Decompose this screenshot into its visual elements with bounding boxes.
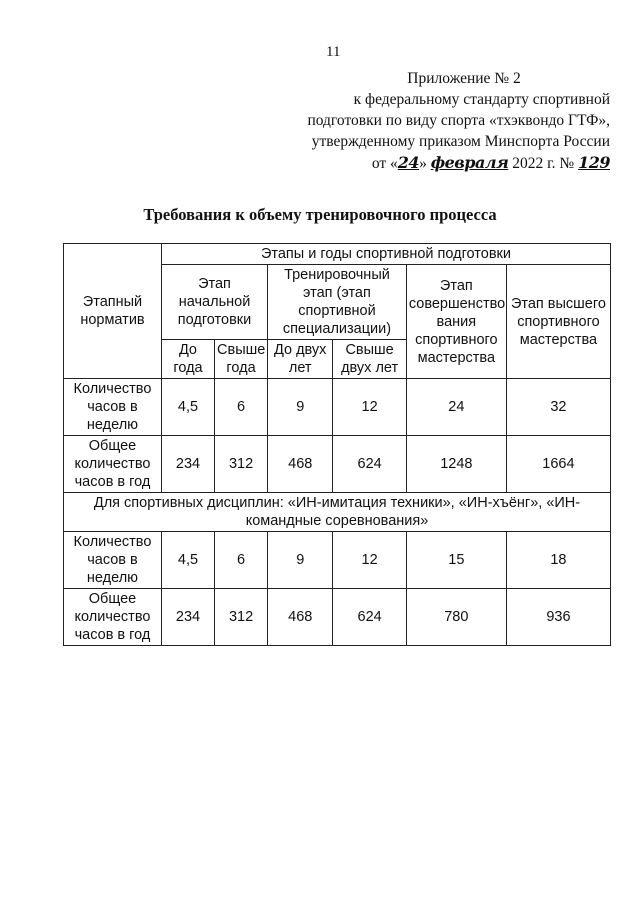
table-cell: 12 [333, 532, 406, 589]
table-cell: 936 [506, 589, 610, 646]
training-volume-table [63, 243, 611, 646]
table-cell: 1248 [406, 436, 506, 493]
stages-header-cell: Этапы и годы спортивной подготовки [161, 244, 610, 265]
table-cell: 4,5 [161, 532, 214, 589]
table-cell: 468 [268, 589, 333, 646]
stage-training-header: Тренировочный этап (этап спортивной специализации) [268, 265, 407, 340]
date-year: 2022 г. № [512, 155, 575, 172]
table-cell: 312 [215, 436, 268, 493]
table-row [64, 532, 611, 589]
table-cell: 24 [406, 379, 506, 436]
table-cell: 18 [506, 532, 610, 589]
appendix-title: Приложение № 2 [407, 70, 521, 87]
appendix-line-3: утвержденному приказом Минспорта России [311, 133, 610, 150]
stage-improvement-header: Этап совершенство вания спортивного мастерства [406, 265, 506, 379]
table-cell: 9 [268, 379, 333, 436]
date-month-handwritten: февраля [430, 153, 509, 172]
row-label: Количество часов в неделю [64, 532, 162, 589]
table-cell: 15 [406, 532, 506, 589]
row-header-cell: Этапный норматив [64, 244, 162, 379]
sub-header-up-to-two-years: До двух лет [268, 340, 333, 379]
table-row [64, 379, 611, 436]
table-cell: 6 [215, 532, 268, 589]
table-row [64, 589, 611, 646]
table-cell: 312 [215, 589, 268, 646]
date-mid: » [419, 155, 427, 172]
table-cell: 624 [333, 436, 406, 493]
document-title: Требования к объему тренировочного процесса [143, 205, 497, 224]
table-cell: 468 [268, 436, 333, 493]
sub-header-over-year: Свыше года [215, 340, 268, 379]
table-cell: 6 [215, 379, 268, 436]
table-cell: 234 [161, 436, 214, 493]
date-prefix: от « [371, 155, 398, 172]
table-cell: 4,5 [161, 379, 214, 436]
stage-initial-header: Этап начальной подготовки [161, 265, 267, 340]
stage-highest-header: Этап высшего спортивного мастерства [506, 265, 610, 379]
page-number: 11 [326, 44, 341, 60]
sub-header-up-to-year: До года [161, 340, 214, 379]
sub-header-over-two-years: Свыше двух лет [333, 340, 406, 379]
table-cell: 32 [506, 379, 610, 436]
row-label: Общее количество часов в год [64, 436, 162, 493]
table-cell: 234 [161, 589, 214, 646]
appendix-date-line [280, 152, 610, 174]
table-row [64, 436, 611, 493]
table-cell: 624 [333, 589, 406, 646]
table-cell: 12 [333, 379, 406, 436]
row-label: Общее количество часов в год [64, 589, 162, 646]
table-cell: 9 [268, 532, 333, 589]
appendix-line-2: подготовки по виду спорта «тхэквондо ГТФ», [307, 112, 610, 129]
appendix-block [280, 68, 610, 174]
disciplines-note-row [64, 493, 611, 532]
header-row-1 [64, 244, 611, 265]
date-day-handwritten: 24 [397, 153, 420, 172]
row-label: Количество часов в неделю [64, 379, 162, 436]
order-number-handwritten: 129 [578, 153, 610, 172]
table-cell: 780 [406, 589, 506, 646]
table-cell: 1664 [506, 436, 610, 493]
disciplines-note: Для спортивных дисциплин: «ИН-имитация техники», «ИН-хъёнг», «ИН-командные соревнования» [64, 493, 611, 532]
appendix-line-1: к федеральному стандарту спортивной [353, 91, 610, 108]
